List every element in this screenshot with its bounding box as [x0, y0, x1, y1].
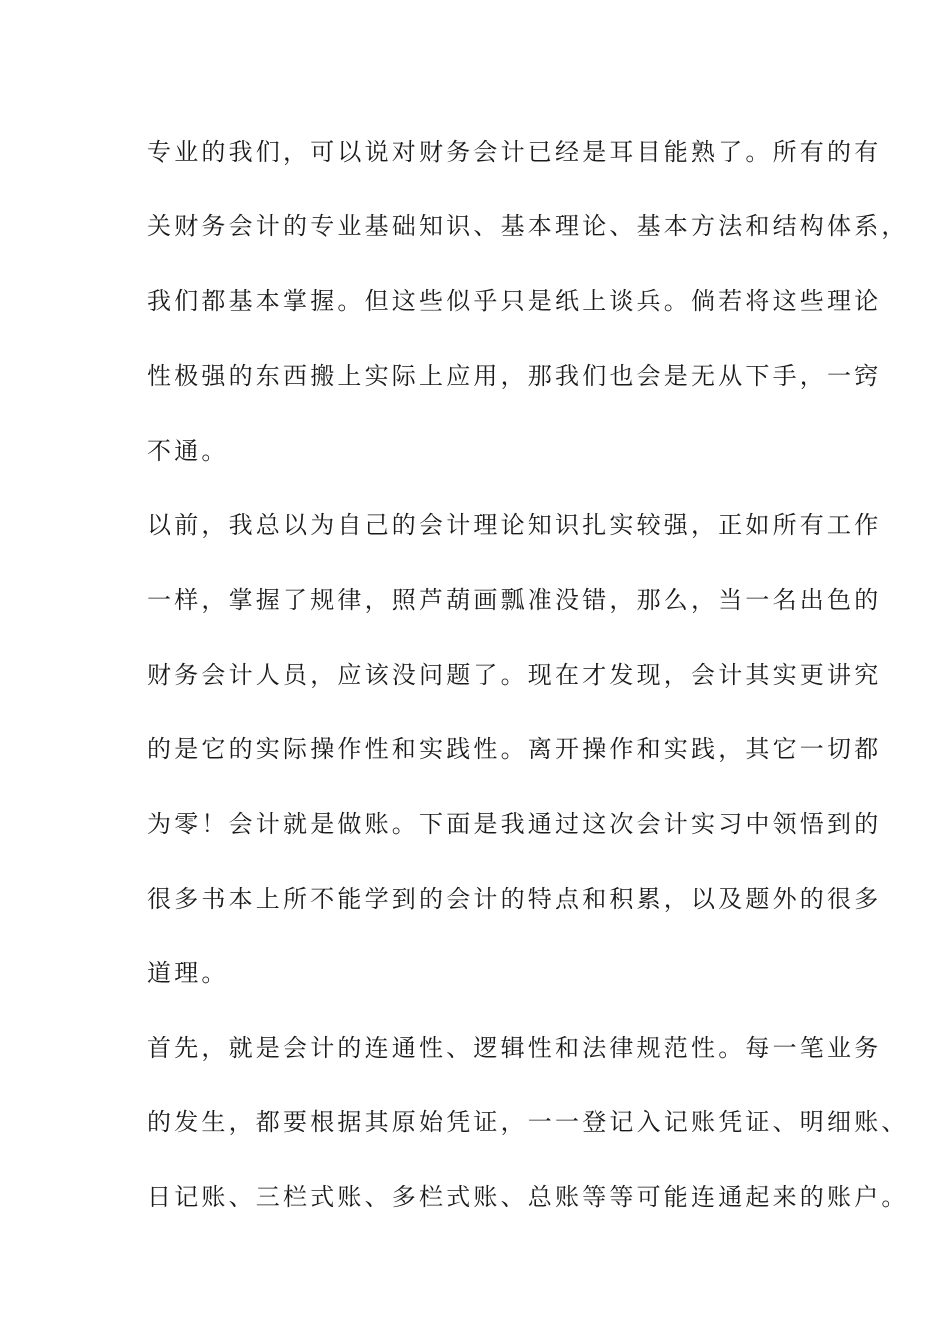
- text-line: 的发生，都要根据其原始凭证，一一登记入记账凭证、明细账、: [147, 1108, 909, 1136]
- text-line: 很多书本上所不能学到的会计的特点和积累，以及题外的很多: [147, 885, 882, 913]
- text-line: 我们都基本掌握。但这些似乎只是纸上谈兵。倘若将这些理论: [147, 287, 882, 315]
- text-line: 性极强的东西搬上实际上应用，那我们也会是无从下手，一窍: [147, 362, 882, 390]
- text-line: 专业的我们，可以说对财务会计已经是耳目能熟了。所有的有: [147, 138, 882, 166]
- text-line: 的是它的实际操作性和实践性。离开操作和实践，其它一切都: [147, 735, 882, 763]
- text-line: 日记账、三栏式账、多栏式账、总账等等可能连通起来的账户。: [147, 1183, 909, 1211]
- text-line: 为零！会计就是做账。下面是我通过这次会计实习中领悟到的: [147, 810, 882, 838]
- text-line: 关财务会计的专业基础知识、基本理论、基本方法和结构体系，: [147, 212, 909, 240]
- text-line: 一样，掌握了规律，照芦葫画瓢准没错，那么，当一名出色的: [147, 586, 882, 614]
- text-line: 不通。: [147, 437, 229, 465]
- text-line: 首先，就是会计的连通性、逻辑性和法律规范性。每一笔业务: [147, 1034, 882, 1062]
- text-line: 道理。: [147, 959, 229, 987]
- text-line: 财务会计人员，应该没问题了。现在才发现，会计其实更讲究: [147, 661, 882, 689]
- text-line: 以前，我总以为自己的会计理论知识扎实较强，正如所有工作: [147, 511, 882, 539]
